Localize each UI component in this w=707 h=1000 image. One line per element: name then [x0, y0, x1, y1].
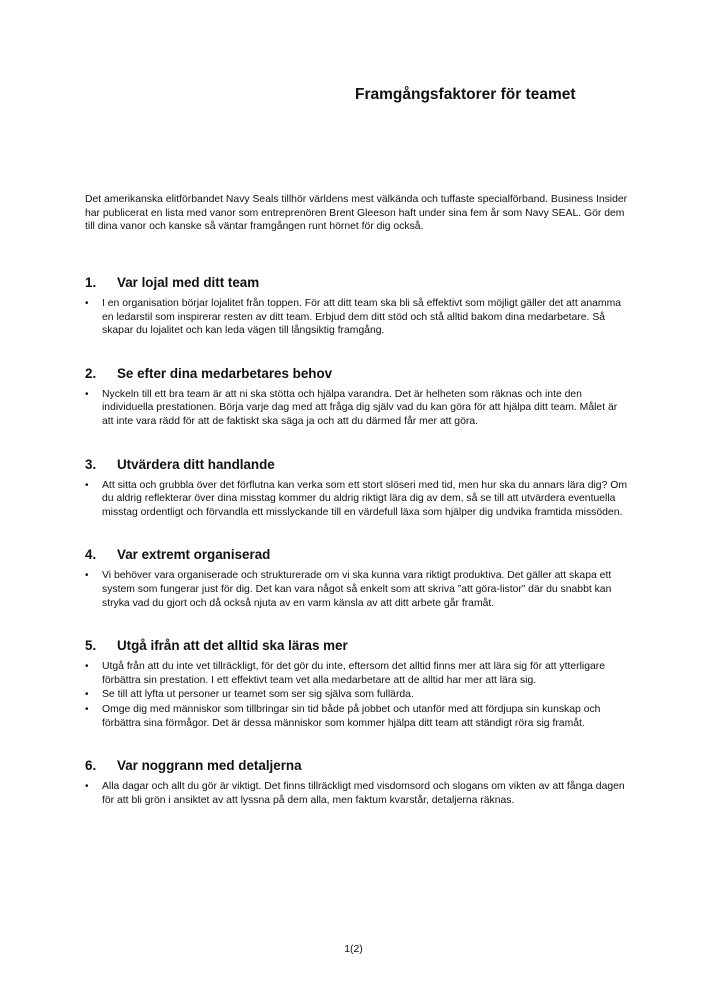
bullet-item: • Alla dagar och allt du gör är viktigt. Det finns tillräckligt med visdomsord och slogans om vikten av att fånga dagen för att bli grön i ansiktet av att lyssna på dem alla, men faktum kvarstår, detaljerna räknas.	[85, 780, 630, 807]
section-number: 1.	[85, 275, 97, 290]
sections-list	[85, 275, 630, 835]
section-number: 6.	[85, 758, 97, 774]
section-heading	[85, 758, 630, 774]
bullet-item: • Utgå från att du inte vet tillräckligt, för det gör du inte, eftersom det alltid finns mer att lära sig för att ytterligare förbättra sin prestation. I ett effektivt team vet alla medarbetare att de alltid har mer att lära sig.	[85, 660, 630, 687]
section-6	[85, 758, 630, 807]
section-heading	[85, 547, 630, 563]
intro-paragraph: Det amerikanska elitförbandet Navy Seals tillhör världens mest välkända och tuffaste specialförband. Business Insider har publicerat en lista med vanor som entreprenören Brent Gleeson haft under sina fem år som Navy SEAL. Gör dem till dina vanor och kanske så väntar framgången runt hörnet för dig också.	[85, 194, 628, 233]
section-2	[85, 366, 630, 429]
section-heading-text: Var extremt organiserad	[117, 547, 271, 563]
section-heading-text: Se efter dina medarbetares behov	[117, 365, 333, 381]
bullet-item: • I en organisation börjar lojalitet från toppen. För att ditt team ska bli så effektivt som möjligt gäller det att anamma en ledarstil som inspirerar resten av ditt team. Erbjud dem ditt stöd och stå alltid bakom dina medarbetare. Så skapar du lojalitet och kan leda vägen till långsiktig framgång.	[85, 297, 630, 338]
bullet-item: • Nyckeln till ett bra team är att ni ska stötta och hjälpa varandra. Det är helheten som räknas och inte den individuella prestationen. Börja varje dag med att fråga dig själv vad du kan göra för att hjälpa ditt team. Målet är att inte vara rädd för att de faktiskt ska säga ja och att du därmed får mer att göra.	[85, 388, 630, 429]
section-4	[85, 547, 630, 610]
section-number: 3.	[85, 456, 97, 472]
section-heading	[85, 638, 630, 654]
bullet-list	[85, 479, 630, 520]
page-number: 1(2)	[344, 944, 363, 955]
bullet-item: • Omge dig med människor som tillbringar sin tid både på jobbet och utanför med att fördjupa sin kunskap och förbättra sina förmågor. Det är dessa människor som kommer hjälpa ditt team att ständigt röra sig framåt.	[85, 703, 630, 730]
section-number: 4.	[85, 547, 97, 563]
bullet-list	[85, 780, 630, 807]
bullet-item: • Att sitta och grubbla över det förflutna kan verka som ett stort slöseri med tid, men hur ska du annars lära dig? Om du aldrig reflekterar över dina misstag kommer du aldrig riktigt lära dig av dem, så se till att utvärdera eventuella misstag ordentligt och förvandla ett misslyckande till en värdefull läxa som hjälper dig undvika framtida missöden.	[85, 479, 630, 520]
section-1	[85, 275, 630, 338]
bullet-item: • Vi behöver vara organiserade och strukturerade om vi ska kunna vara riktigt produktiva. Det gäller att skapa ett system som fungerar just för dig. Det kan vara något så enkelt som att skriva ”att göra-listor” där du snabbt kan stryka vad du gjort och då också njuta av en varm känsla av att ditt arbete går framåt.	[85, 569, 630, 610]
section-heading	[85, 275, 630, 291]
bullet-list	[85, 569, 630, 610]
section-5	[85, 638, 630, 730]
section-heading-text: Var lojal med ditt team	[117, 275, 260, 290]
section-3	[85, 457, 630, 520]
section-heading	[85, 366, 630, 382]
section-heading	[85, 457, 630, 473]
section-number: 2.	[85, 365, 97, 381]
bullet-list	[85, 660, 630, 730]
section-heading-text: Utgå ifrån att det alltid ska läras mer	[117, 638, 348, 654]
bullet-item: • Se till att lyfta ut personer ur teamet som ser sig själva som fullärda.	[85, 688, 630, 702]
bullet-list	[85, 388, 630, 429]
page-title: Framgångsfaktorer för teamet	[355, 86, 576, 103]
section-number: 5.	[85, 638, 97, 654]
bullet-list	[85, 297, 630, 338]
section-heading-text: Utvärdera ditt handlande	[117, 456, 275, 472]
section-heading-text: Var noggrann med detaljerna	[117, 758, 302, 774]
